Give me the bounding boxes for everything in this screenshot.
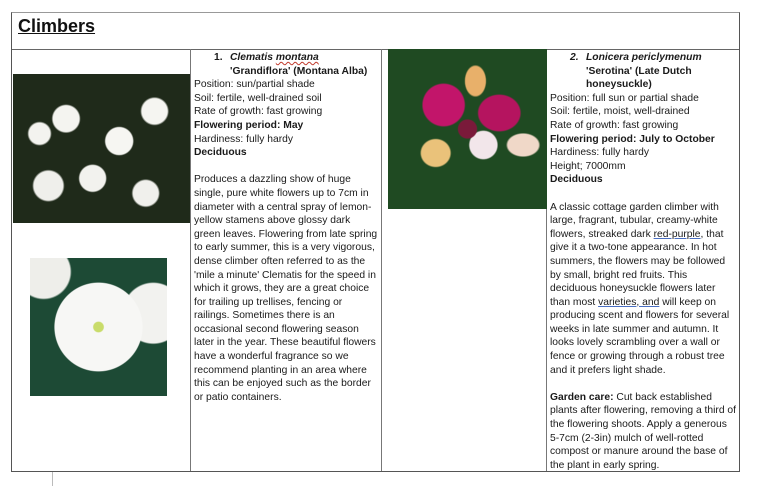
grammar-flag[interactable]: varieties, and bbox=[598, 296, 660, 308]
clematis-cluster-photo[interactable] bbox=[13, 74, 190, 223]
honeysuckle-text-cell bbox=[547, 49, 739, 471]
type-text: Deciduous bbox=[194, 147, 247, 159]
grammar-flag[interactable]: red-purple bbox=[653, 228, 701, 240]
flowering-text: Flowering period: July to October bbox=[550, 133, 715, 145]
latin-name: Lonicera periclymenum bbox=[586, 52, 702, 63]
clematis-image-cell bbox=[12, 49, 191, 471]
plant-heading-1 bbox=[194, 51, 378, 78]
height-text: Height; 7000mm bbox=[550, 160, 626, 172]
plant-number: 2. bbox=[570, 52, 579, 63]
clematis-text-cell bbox=[191, 49, 382, 471]
flowering-text: Flowering period: May bbox=[194, 119, 304, 131]
title-row bbox=[12, 13, 739, 50]
description-text: Produces a dazzling show of huge single, pure white flowers up to 7cm in diameter with a central spray of lemon-yellow stamens above glossy dark green leaves. Flowering from late spring to early summer, this is a very vigorous, dense climber often referred to as the 'mile a minute' Clematis for the speed in which it grows, they are a great choice for trailing up trellises, fencing or railings. Sometimes there is an occasional second flowering season later in the year. These beautiful flowers have a wonderful fragrance so we recommend planting in an area where this can be enjoyed such as the border or patio containers. bbox=[194, 174, 378, 403]
honeysuckle-flower-photo[interactable] bbox=[388, 49, 547, 209]
cultivar: 'Serotina' bbox=[586, 65, 633, 77]
growth-text: Rate of growth: fast growing bbox=[194, 106, 323, 118]
hardiness-text: Hardiness: fully hardy bbox=[550, 147, 650, 159]
plant-heading-2 bbox=[550, 51, 736, 92]
position-text: Position: full sun or partial shade bbox=[550, 92, 699, 104]
soil-text: Soil: fertile, well-drained soil bbox=[194, 92, 322, 104]
cultivar: 'Grandiflora' bbox=[230, 65, 291, 77]
climbers-table bbox=[11, 12, 740, 472]
plant-number: 1. bbox=[214, 52, 223, 63]
hardiness-text: Hardiness: fully hardy bbox=[194, 133, 294, 145]
latin-species: montana bbox=[275, 52, 319, 63]
description-text: A classic cottage garden climber with large, fragrant, tubular, creamy-white flowers, streaked dark red-purple, that give it a two-tone appearance. In hot summers, the flowers may be followed by small, bright red fruits. This deciduous honeysuckle flowers later than most varieties, and will keep on producing scent and flowers for several weeks in late summer and autumn. It looks lovely scrambling over a wall or fence or growing through a robust tree and it prefers light shade. bbox=[550, 201, 730, 376]
common-name: (Montana Alba) bbox=[293, 65, 368, 77]
type-text: Deciduous bbox=[550, 174, 603, 186]
page-title: Climbers bbox=[18, 16, 96, 36]
table-resize-marker bbox=[52, 472, 53, 486]
clematis-single-flower-photo[interactable] bbox=[30, 258, 167, 396]
soil-text: Soil: fertile, moist, well-drained bbox=[550, 106, 690, 118]
garden-care-text: Garden care: Cut back established plants after flowering, removing a third of the flowering shoots. Apply a generous 5-7cm (2-3in) mulch of well-rotted compost or manure around the base of the plant in early spring. bbox=[550, 391, 737, 471]
common-name: (Late Dutch honeysuckle) bbox=[586, 65, 692, 91]
latin-genus: Clematis bbox=[230, 52, 273, 63]
honeysuckle-image-cell bbox=[382, 49, 547, 471]
position-text: Position: sun/partial shade bbox=[194, 79, 315, 91]
growth-text: Rate of growth: fast growing bbox=[550, 119, 679, 131]
garden-care-label: Garden care: bbox=[550, 391, 614, 403]
